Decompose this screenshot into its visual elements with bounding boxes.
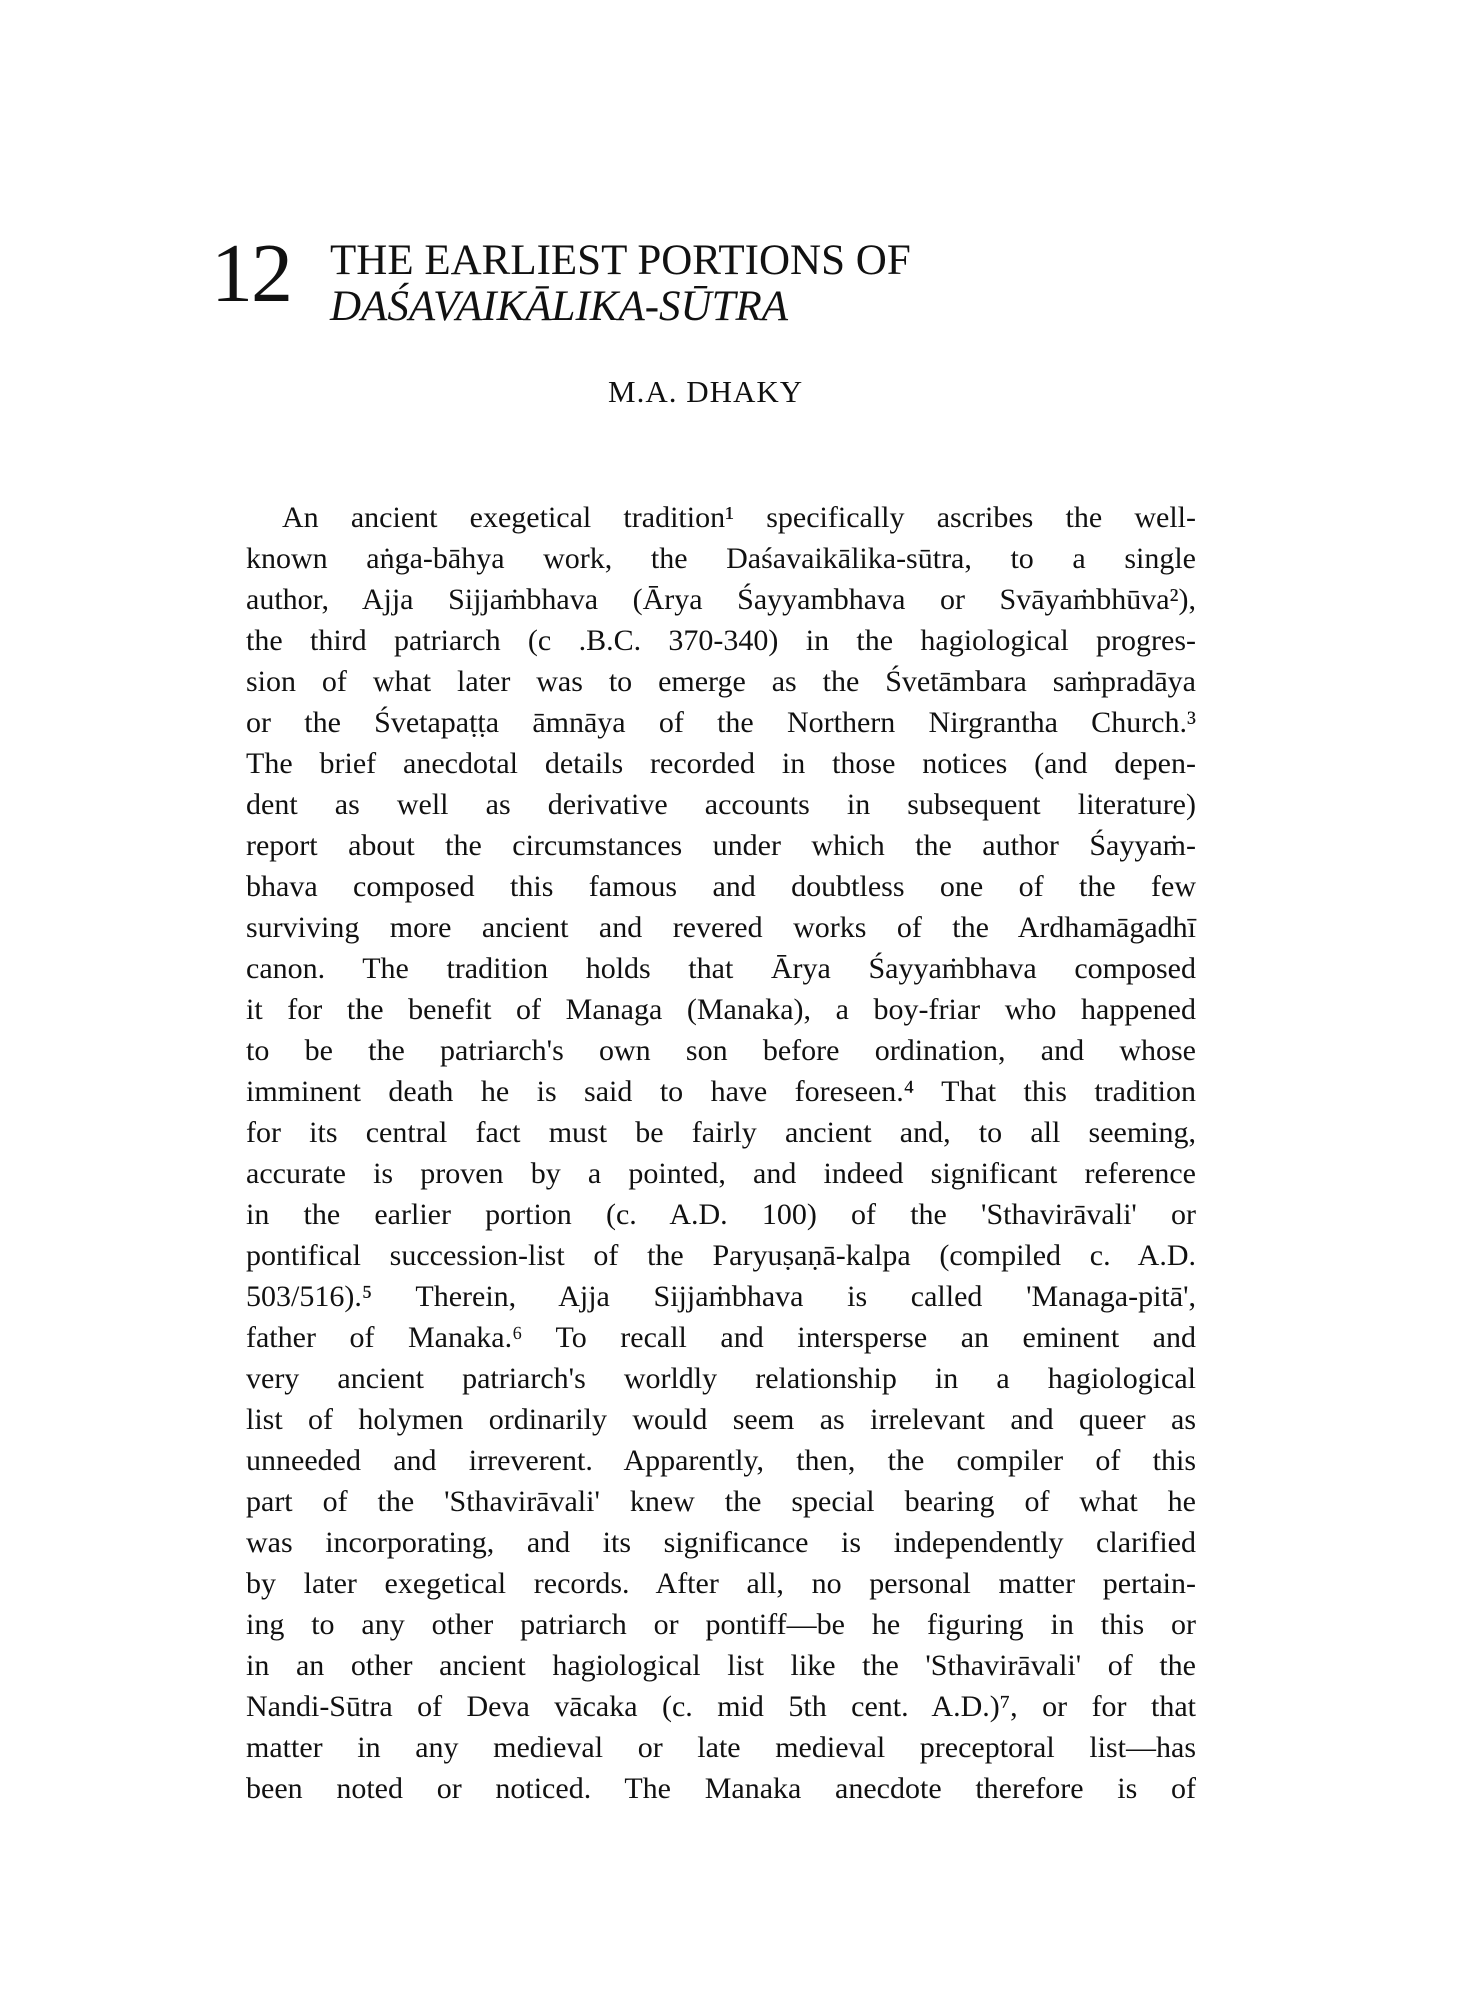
- text-line: in the earlier portion (c. A.D. 100) of the 'Sthavirāvali' or: [246, 1198, 1196, 1231]
- text-line: by later exegetical records. After all, no personal matter pertain-: [246, 1567, 1196, 1600]
- text-line: list of holymen ordinarily would seem as irrelevant and queer as: [246, 1403, 1196, 1436]
- text-line: dent as well as derivative accounts in subsequent literature): [246, 788, 1196, 821]
- text-line: canon. The tradition holds that Ārya Śayyaṁbhava composed: [246, 952, 1196, 985]
- text-line: the third patriarch (c .B.C. 370-340) in the hagiological progres-: [246, 624, 1196, 657]
- text-line: or the Śvetapaṭṭa āmnāya of the Northern Nirgrantha Church.³: [246, 706, 1196, 739]
- chapter-title: [330, 238, 911, 330]
- text-line: An ancient exegetical tradition¹ specifically ascribes the well-: [282, 501, 1196, 534]
- text-line: in an other ancient hagiological list like the 'Sthavirāvali' of the: [246, 1649, 1196, 1682]
- text-line: to be the patriarch's own son before ordination, and whose: [246, 1034, 1196, 1067]
- text-line: was incorporating, and its significance is independently clarified: [246, 1526, 1196, 1559]
- text-line: matter in any medieval or late medieval preceptoral list—has: [246, 1731, 1196, 1764]
- text-line: report about the circumstances under which the author Śayyaṁ-: [246, 829, 1196, 862]
- text-line: been noted or noticed. The Manaka anecdote therefore is of: [246, 1772, 1196, 1805]
- text-line: part of the 'Sthavirāvali' knew the special bearing of what he: [246, 1485, 1196, 1518]
- text-line: The brief anecdotal details recorded in those notices (and depen-: [246, 747, 1196, 780]
- text-line: Nandi-Sūtra of Deva vācaka (c. mid 5th cent. A.D.)⁷, or for that: [246, 1690, 1196, 1723]
- text-line: it for the benefit of Managa (Manaka), a boy-friar who happened: [246, 993, 1196, 1026]
- text-line: ing to any other patriarch or pontiff—be he figuring in this or: [246, 1608, 1196, 1641]
- text-line: 503/516).⁵ Therein, Ajja Sijjaṁbhava is called 'Managa-pitā',: [246, 1280, 1196, 1313]
- text-line: for its central fact must be fairly ancient and, to all seeming,: [246, 1116, 1196, 1149]
- body-text: [246, 497, 1196, 1809]
- text-line: surviving more ancient and revered works of the Ardhamāgadhī: [246, 911, 1196, 944]
- text-line: accurate is proven by a pointed, and indeed significant reference: [246, 1157, 1196, 1190]
- text-line: imminent death he is said to have foreseen.⁴ That this tradition: [246, 1075, 1196, 1108]
- author-name: M.A. DHAKY: [608, 374, 804, 409]
- text-line: pontifical succession-list of the Paryuṣaṇā-kalpa (compiled c. A.D.: [246, 1239, 1196, 1272]
- text-line: author, Ajja Sijjaṁbhava (Ārya Śayyambhava or Svāyaṁbhūva²),: [246, 583, 1196, 616]
- text-line: sion of what later was to emerge as the Śvetāmbara saṁpradāya: [246, 665, 1196, 698]
- chapter-title-line2: DAŚAVAIKĀLIKA-SŪTRA: [330, 283, 789, 330]
- chapter-title-line1: THE EARLIEST PORTIONS OF: [330, 237, 911, 284]
- chapter-number: 12: [211, 227, 291, 320]
- text-line: unneeded and irreverent. Apparently, then, the compiler of this: [246, 1444, 1196, 1477]
- text-line: bhava composed this famous and doubtless one of the few: [246, 870, 1196, 903]
- text-line: very ancient patriarch's worldly relationship in a hagiological: [246, 1362, 1196, 1395]
- text-line: known aṅga-bāhya work, the Daśavaikālika-sūtra, to a single: [246, 542, 1196, 575]
- text-line: father of Manaka.⁶ To recall and intersperse an eminent and: [246, 1321, 1196, 1354]
